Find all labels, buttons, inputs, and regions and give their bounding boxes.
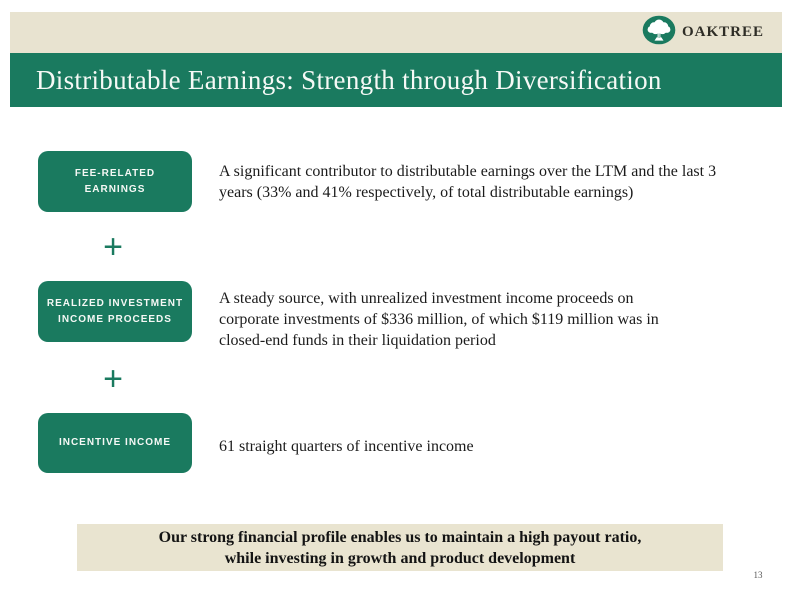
brand-name: OAKTREE [681,24,764,40]
oak-tree-icon [642,15,676,50]
category-description: A steady source, with unrealized investment income proceeds on corporate investments of $336 million, of which $119 million was in closed-end funds in their liquidation period [219,290,659,349]
category-label: INCENTIVE INCOME [58,437,172,448]
category-box-incentive-income [38,413,192,473]
category-description: 61 straight quarters of incentive income [219,438,474,455]
page-number: 13 [753,570,763,580]
page-title: Distributable Earnings: Strength through Diversification [36,64,662,95]
category-label: FEE-RELATED EARNINGS [74,167,156,195]
plus-connector-icon: + [103,228,123,266]
category-box-realized-investment-income-proceeds [38,281,192,342]
category-label: REALIZED INVESTMENT INCOME PROCEEDS [46,297,184,325]
category-description: A significant contributor to distributable earnings over the LTM and the last 3 years (33% and 41% respectively, of total distributable earnings) [219,163,717,201]
footer-banner [77,524,723,571]
header-bar [10,12,782,53]
footer-banner-line2: while investing in growth and product development [224,549,576,567]
brand-logo [642,15,764,50]
category-box-fee-related-earnings [38,151,192,212]
title-bar [10,53,782,107]
footer-banner-line1: Our strong financial profile enables us to maintain a high payout ratio, [158,528,642,546]
plus-connector-icon: + [103,360,123,398]
